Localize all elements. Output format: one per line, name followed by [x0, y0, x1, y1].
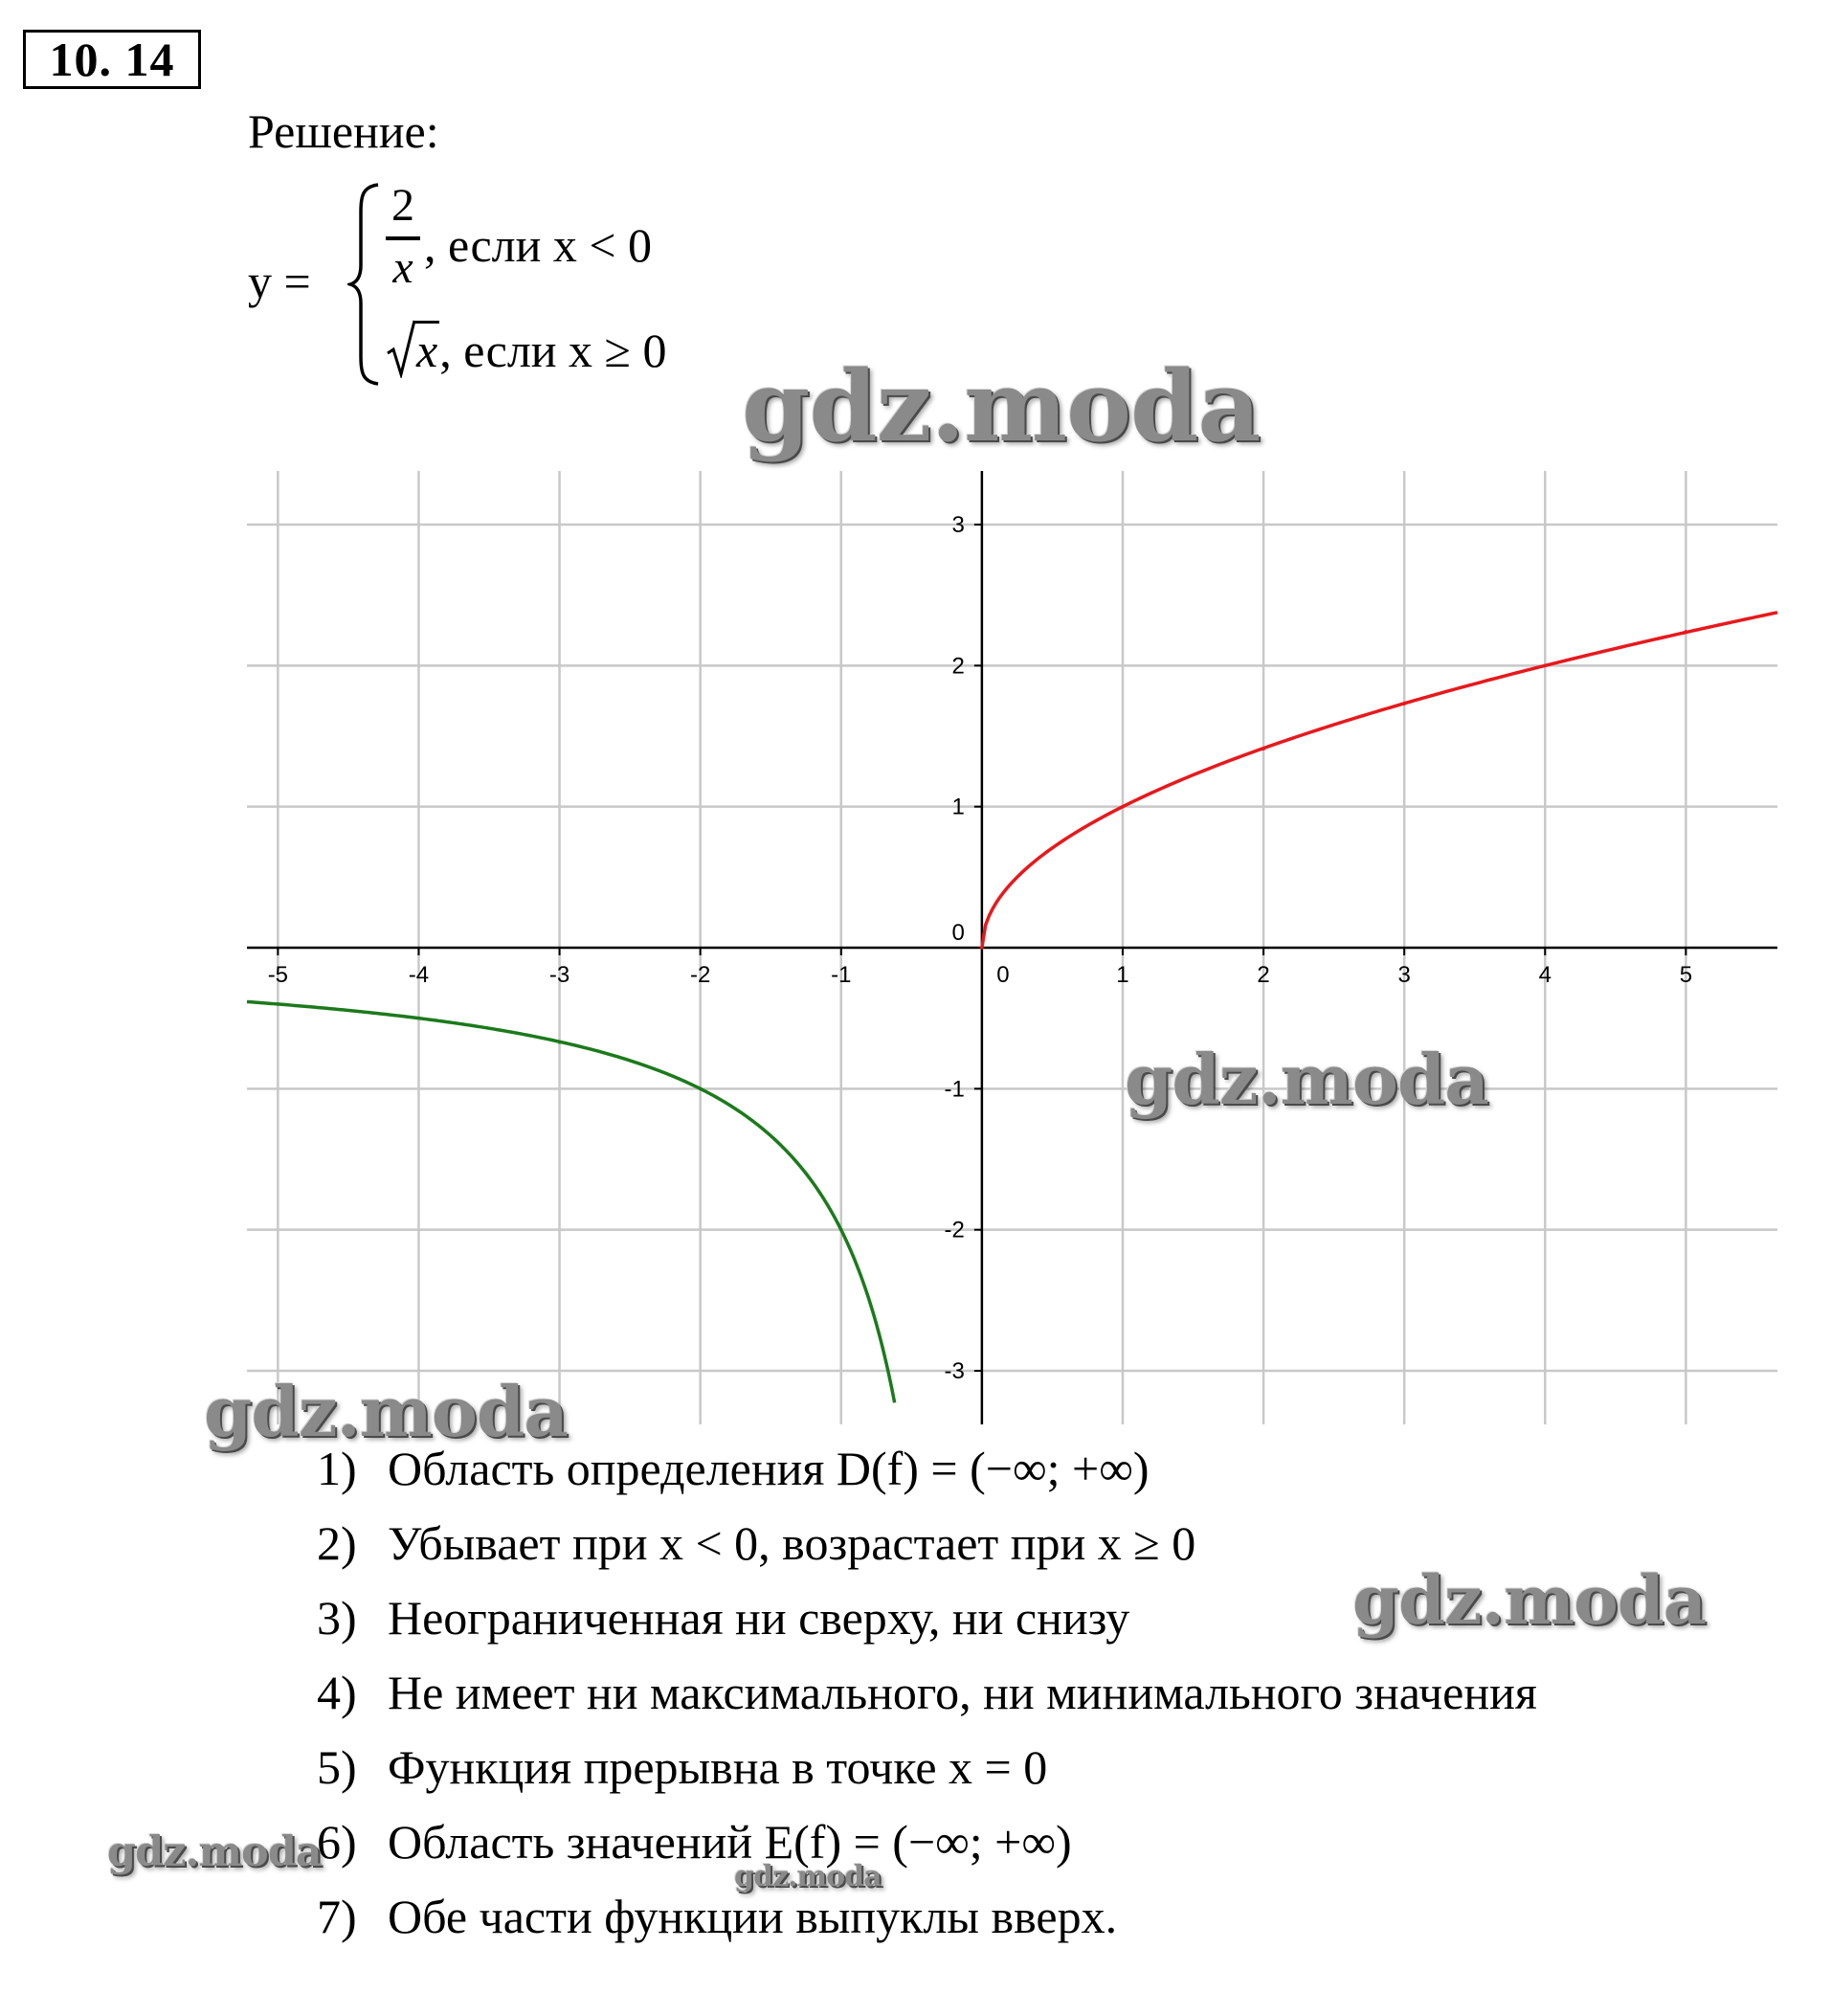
- list-item: 4) Не имеет ни максимального, ни минимального значения: [317, 1666, 1537, 1719]
- data-point: [839, 1228, 843, 1232]
- list-item: 7) Обе части функции выпуклы вверх.: [317, 1890, 1118, 1943]
- data-point: [1402, 702, 1406, 706]
- x-tick-label: -1: [831, 962, 852, 988]
- y-tick-label: -3: [944, 1358, 965, 1385]
- list-item: 5) Функция прерывна в точке x = 0: [317, 1740, 1048, 1794]
- y-tick-label: 3: [951, 511, 965, 538]
- x-tick-label: -4: [408, 962, 430, 988]
- series-line-sqrt: [982, 613, 1777, 948]
- fraction-numerator: 2: [391, 180, 414, 231]
- watermark: gdz.moda: [734, 1860, 882, 1893]
- watermark: gdz.moda: [107, 1828, 322, 1876]
- problem-number: 10. 14: [23, 30, 201, 89]
- watermark: gdz.moda: [1125, 1039, 1488, 1120]
- y-tick-label: 0: [951, 920, 965, 946]
- x-tick-label: 2: [1257, 962, 1270, 988]
- data-point: [980, 946, 984, 950]
- data-point: [699, 1087, 703, 1091]
- list-item: 6) Область значений E(f) = (−∞; +∞): [317, 1815, 1072, 1869]
- y-tick-label: 2: [951, 653, 965, 680]
- data-point: [277, 1002, 280, 1006]
- data-point: [1262, 747, 1265, 750]
- x-tick-label: 4: [1538, 962, 1552, 988]
- fraction-denominator: x: [392, 242, 413, 293]
- watermark: gdz.moda: [1352, 1560, 1707, 1640]
- x-tick-label: -3: [548, 962, 570, 988]
- list-item: 1) Область определения D(f) = (−∞; +∞): [317, 1442, 1150, 1495]
- data-point: [558, 1041, 562, 1044]
- list-item: 3) Неограниченная ни сверху, ни снизу: [317, 1591, 1130, 1645]
- x-tick-label: 3: [1397, 962, 1411, 988]
- sqrt-radicand: x: [414, 321, 439, 377]
- data-point: [1685, 630, 1688, 634]
- series-line-hyperbola: [247, 1001, 895, 1402]
- x-tick-label: -5: [267, 962, 289, 988]
- watermark: gdz.moda: [204, 1371, 568, 1452]
- y-tick-label: -1: [944, 1076, 965, 1103]
- data-point: [1121, 805, 1125, 809]
- x-tick-label: 5: [1679, 962, 1693, 988]
- solution-label: Решение:: [248, 104, 439, 158]
- list-item: 2) Убывает при x < 0, возрастает при x ≥ 0: [317, 1516, 1196, 1570]
- y-tick-label: -2: [944, 1217, 965, 1243]
- x-tick-label: 1: [1116, 962, 1129, 988]
- x-tick-label: -2: [689, 962, 711, 988]
- case1-condition: , если x < 0: [424, 218, 653, 272]
- watermark: gdz.moda: [742, 349, 1261, 464]
- y-tick-label: 1: [951, 794, 965, 820]
- data-point: [417, 1017, 421, 1020]
- case2-condition: , если x ≥ 0: [439, 324, 667, 377]
- x-tick-label: 0: [996, 962, 1010, 988]
- formula-lhs: y =: [248, 255, 311, 308]
- data-point: [1543, 664, 1547, 668]
